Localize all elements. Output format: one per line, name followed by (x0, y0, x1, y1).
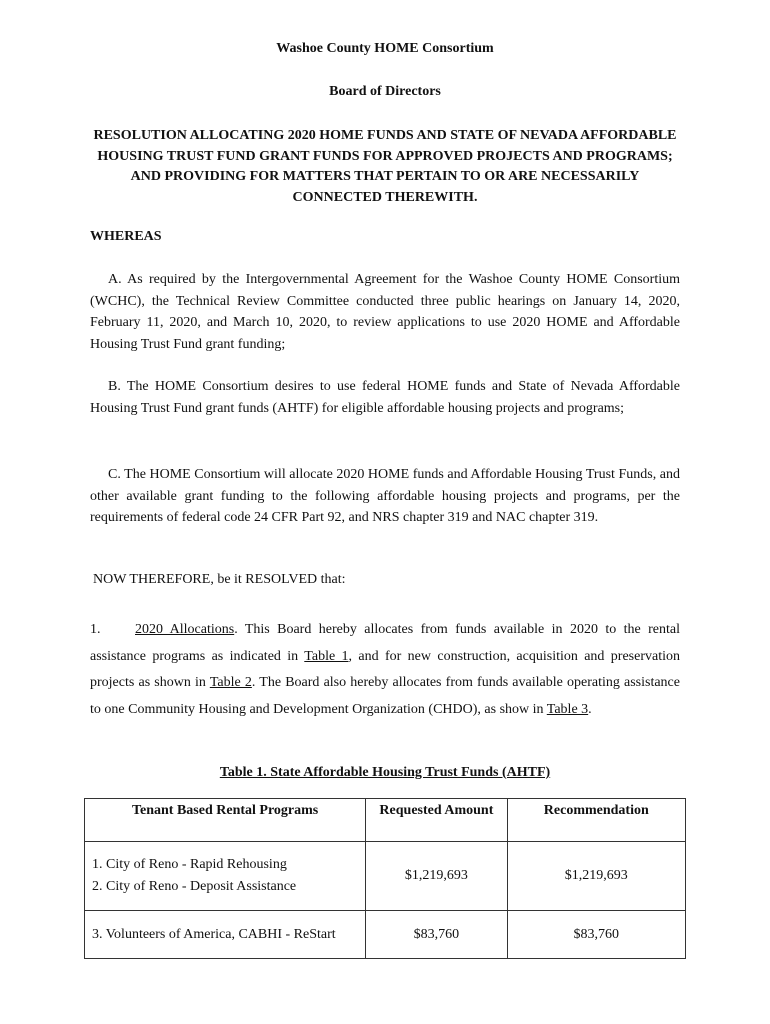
column-header: Requested Amount (366, 799, 507, 842)
program-item: 2. City of Reno - Deposit Assistance (92, 879, 297, 894)
section-text-4: . (588, 701, 592, 717)
section-1-paragraph (90, 617, 680, 723)
program-item: 3. Volunteers of America, CABHI - ReStart (92, 926, 336, 942)
column-header: Recommendation (507, 799, 685, 842)
table-3-reference: Table 3 (546, 701, 589, 717)
section-text-1: . This Board hereby allocates from funds available in 2020 to the rental assistance programs as indicated in (90, 622, 681, 664)
section-number: 1. (90, 622, 101, 637)
table-1-reference: Table 1 (304, 648, 349, 664)
table-caption: Table 1. State Affordable Housing Trust Funds (AHTF) (219, 765, 551, 780)
whereas-heading: WHEREAS (90, 229, 162, 244)
program-cell (85, 842, 366, 911)
ahtf-table (84, 798, 686, 959)
program-cell (85, 911, 366, 959)
paragraph-b: B. The HOME Consortium desires to use federal HOME funds and State of Nevada Affordable Housing Trust Fund grant funds (AHTF) for eligible affordable housing projects and programs; (90, 379, 680, 416)
paragraph-c: C. The HOME Consortium will allocate 2020 HOME funds and Affordable Housing Trust Funds, and other available grant funding to the following affordable housing projects and programs, per the requirements of federal code 24 CFR Part 92, and NRS chapter 319 and NAC chapter 319. (90, 467, 680, 525)
resolution-title: RESOLUTION ALLOCATING 2020 HOME FUNDS AND STATE OF NEVADA AFFORDABLE HOUSING TRUST FUND GRANT FUNDS FOR APPROVED PROJECTS AND PROGRAMS; AND PROVIDING FOR MATTERS THAT PERTAIN TO OR ARE NECESSARILY CONNECTED THEREWITH. (93, 128, 677, 205)
requested-amount-cell: $83,760 (366, 911, 507, 959)
table-2-reference: Table 2 (209, 675, 252, 690)
requested-amount-cell: $1,219,693 (366, 842, 507, 911)
section-text-3: . The Board also hereby allocates from funds available operating assistance to one Community Housing and Development Organization (CHDO), as show in (90, 675, 680, 717)
program-item: 1. City of Reno - Rapid Rehousing (92, 857, 287, 872)
section-text-2: , and for new construction, acquisition and preservation projects as shown in (90, 648, 680, 690)
resolved-statement: NOW THEREFORE, be it RESOLVED that: (93, 572, 346, 587)
recommendation-cell: $83,760 (507, 911, 685, 959)
table-row (85, 842, 686, 911)
board-heading: Board of Directors (329, 84, 441, 99)
recommendation-cell: $1,219,693 (507, 842, 685, 911)
paragraph-a: A. As required by the Intergovernmental Agreement for the Washoe County HOME Consortium (WCHC), the Technical Review Committee conducted three public hearings on January 14, 2020, February 11, 2020, and March 10, 2020, to review applications to use 2020 HOME and Affordable Housing Trust Fund grant funding; (90, 272, 680, 352)
column-header: Tenant Based Rental Programs (85, 799, 366, 842)
section-heading: 2020 Allocations (135, 622, 235, 637)
table-header-row (85, 799, 686, 842)
table-row (85, 911, 686, 959)
organization-heading: Washoe County HOME Consortium (276, 41, 494, 56)
